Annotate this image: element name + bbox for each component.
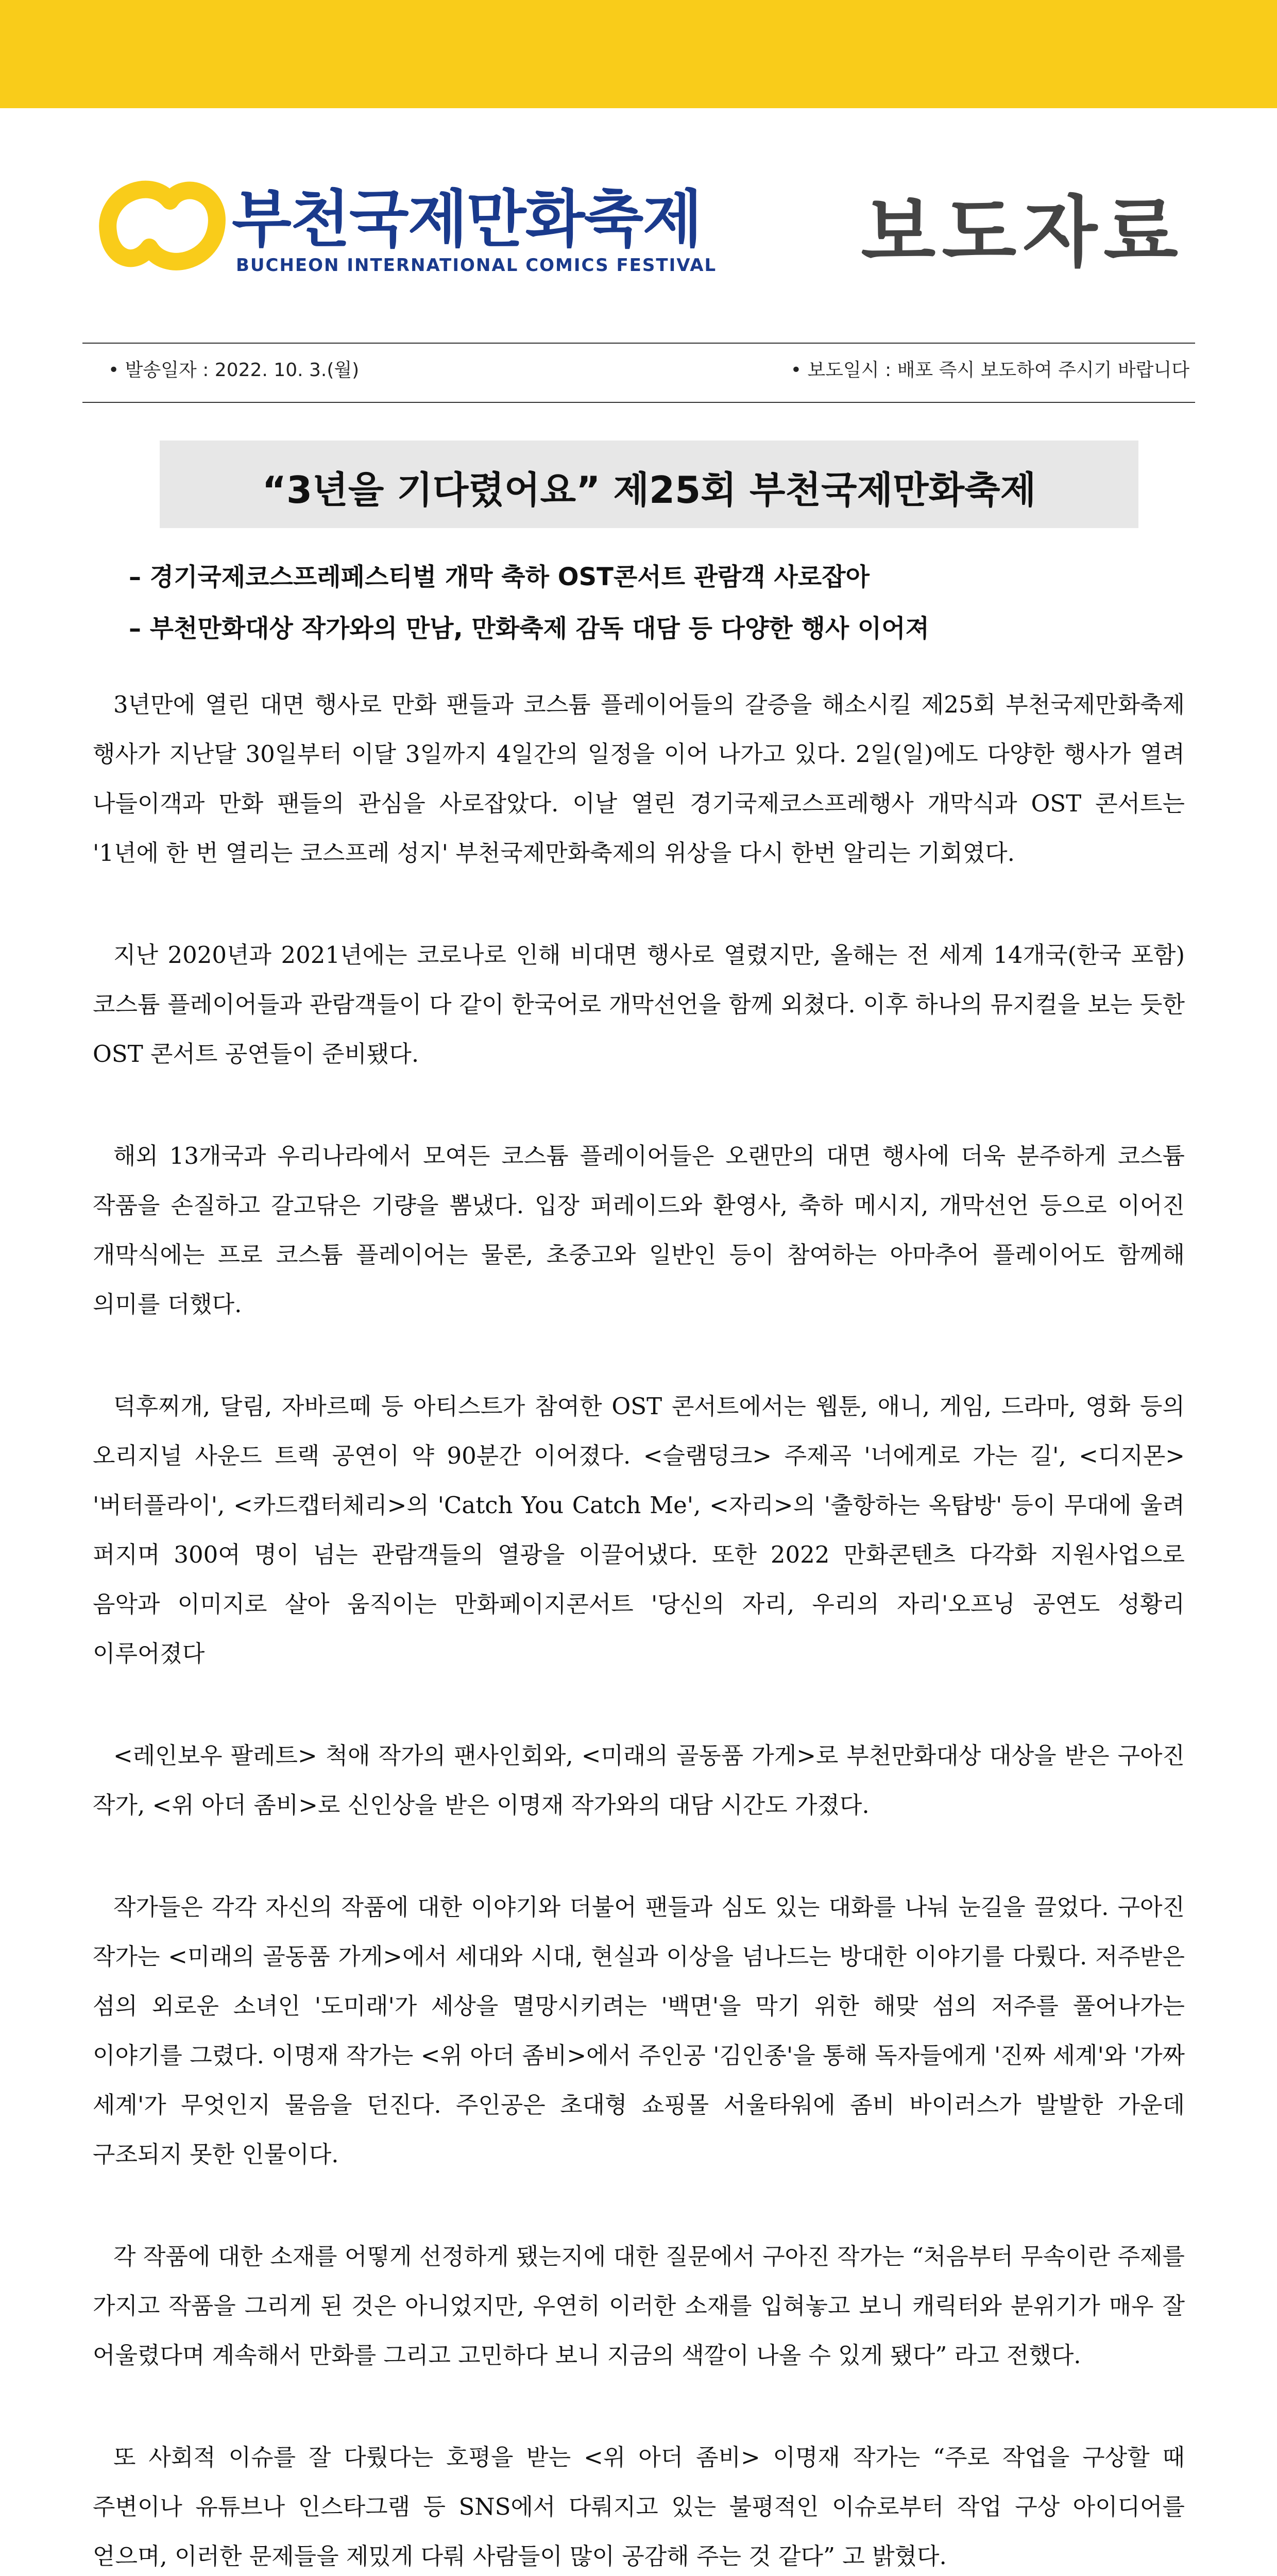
brand-title: 부천국제만화축제 (232, 184, 702, 256)
header-divider-top (82, 343, 1195, 344)
festival-logo-icon (93, 170, 227, 283)
article-paragraph: 덕후찌개, 달림, 자바르떼 등 아티스트가 참여한 OST 콘서트에서는 웹툰, 애니, 게임, 드라마, 영화 등의 오리지널 사운드 트랙 공연이 약 90분간 이어졌다. <슬램덩크> 주제곡 '너에게로 가는 길', <디지몬> '버터플라이', <카드캡터체리>의 'Catch You Catch Me', <자리>의 '출항하는 옥탑방' 등이 무대에 울려 퍼지며 300여 명이 넘는 관람객들의 열광을 이끌어냈다. 또한 2022 만화콘텐츠 다각화 지원사업으로 음악과 이미지로 살아 움직이는 만화페이지콘서트 '당신의 자리, 우리의 자리'오프닝 공연도 성황리 이루어졌다 (93, 1393, 1185, 1667)
article-paragraph: 3년만에 열린 대면 행사로 만화 팬들과 코스튬 플레이어들의 갈증을 해소시킬 제25회 부천국제만화축제 행사가 지난달 30일부터 이달 3일까지 4일간의 일정을 이어 나가고 있다. 2일(일)에도 다양한 행사가 열려 나들이객과 만화 팬들의 관심을 사로잡았다. 이날 열린 경기국제코스프레행사 개막식과 OST 콘서트는 '1년에 한 번 열리는 코스프레 성지' 부천국제만화축제의 위상을 다시 한번 알리는 기회였다. (93, 691, 1185, 867)
article-body (93, 680, 1185, 2576)
article-paragraph: 지난 2020년과 2021년에는 코로나로 인해 비대면 행사로 열렸지만, 올해는 전 세계 14개국(한국 포함) 코스튬 플레이어들과 관람객들이 다 같이 한국어로 개막선언을 함께 외쳤다. 이후 하나의 뮤지컬을 보는 듯한 OST 콘서트 공연들이 준비됐다. (93, 941, 1185, 1067)
brand-subtitle: BUCHEON INTERNATIONAL COMICS FESTIVAL (236, 255, 717, 276)
article-paragraph: <레인보우 팔레트> 척애 작가의 팬사인회와, <미래의 골동품 가게>로 부천만화대상 대상을 받은 구아진 작가, <위 아더 좀비>로 신인상을 받은 이명재 작가와의 대담 시간도 가졌다. (93, 1742, 1185, 1819)
article-paragraph: 각 작품에 대한 소재를 어떻게 선정하게 됐는지에 대한 질문에서 구아진 작가는 “처음부터 무속이란 주제를 가지고 작품을 그리게 된 것은 아니었지만, 우연히 이러한 소재를 입혀놓고 보니 캐릭터와 분위기가 매우 잘 어울렸다며 계속해서 만화를 그리고 고민하다 보니 지금의 색깔이 나올 수 있게 됐다” 라고 전했다. (93, 2243, 1185, 2369)
press-release-label: 보도자료 (861, 188, 1184, 278)
top-color-band (0, 0, 1277, 108)
header-divider-bottom (82, 402, 1195, 403)
issue-date: • 발송일자 : 2022. 10. 3.(월) (108, 360, 360, 381)
title-box (160, 440, 1138, 528)
article-paragraph: 해외 13개국과 우리나라에서 모여든 코스튬 플레이어들은 오랜만의 대면 행사에 더욱 분주하게 코스튬 작품을 손질하고 갈고닦은 기량을 뽐냈다. 입장 퍼레이드와 환영사, 축하 메시지, 개막선언 등으로 이어진 개막식에는 프로 코스튬 플레이어는 물론, 초중고와 일반인 등이 참여하는 아마추어 플레이어도 함께해 의미를 더했다. (93, 1142, 1185, 1318)
article-paragraph: 작가들은 각각 자신의 작품에 대한 이야기와 더불어 팬들과 심도 있는 대화를 나눠 눈길을 끌었다. 구아진 작가는 <미래의 골동품 가게>에서 세대와 시대, 현실과 이상을 넘나드는 방대한 이야기를 다뤘다. 저주받은 섬의 외로운 소녀인 '도미래'가 세상을 멸망시키려는 '백면'을 막기 위한 해맞 섬의 저주를 풀어나가는 이야기를 그렸다. 이명재 작가는 <위 아더 좀비>에서 주인공 '김인종'을 통해 독자들에게 '진짜 세계'와 '가짜 세계'가 무엇인지 물음을 던진다. 주인공은 초대형 쇼핑몰 서울타워에 좀비 바이러스가 발발한 가운데 구조되지 못한 인물이다. (93, 1893, 1185, 2168)
release-note: • 보도일시 : 배포 즉시 보도하여 주시기 바랍니다 (790, 360, 1189, 381)
page-title: “3년을 기다렸어요” 제25회 부천국제만화축제 (262, 468, 1036, 512)
festival-logo (93, 149, 717, 319)
subtitle-list (129, 551, 1159, 654)
article-paragraph: 또 사회적 이슈를 잘 다뤘다는 호평을 받는 <위 아더 좀비> 이명재 작가는 “주로 작업을 구상할 때 주변이나 유튜브나 인스타그램 등 SNS에서 다뤄지고 있는 불평적인 이슈로부터 작업 구상 아이디어를 얻으며, 이러한 문제들을 제밌게 다뤄 사람들이 많이 공감해 주는 것 같다” 고 밝혔다. (93, 2444, 1185, 2570)
subtitle-line: – 부천만화대상 작가와의 만남, 만화축제 감독 대담 등 다양한 행사 이어져 (129, 614, 930, 643)
subtitle-line: – 경기국제코스프레페스티벌 개막 축하 OST콘서트 관람객 사로잡아 (129, 563, 870, 591)
